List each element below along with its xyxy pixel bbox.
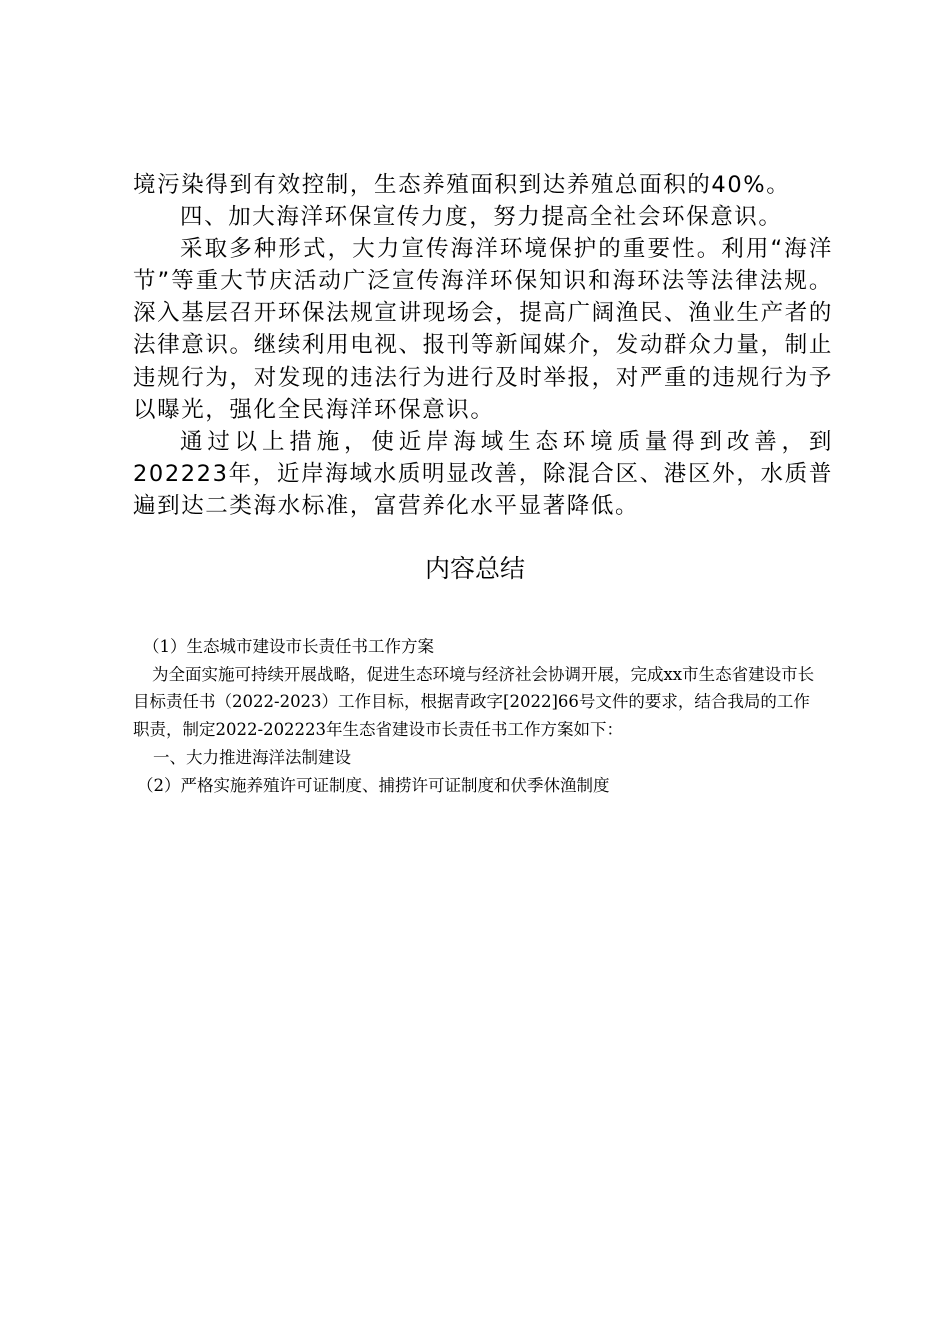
body-paragraph-1: 境污染得到有效控制，生态养殖面积到达养殖总面积的40%。 (133, 172, 791, 198)
summary-section (133, 633, 825, 799)
document-body (133, 169, 833, 522)
summary-title: 内容总结 (424, 554, 525, 583)
summary-heading-2: （2）严格实施养殖许可证制度、捕捞许可证制度和伏季休渔制度 (137, 775, 610, 795)
body-paragraph-4: 通过以上措施，使近岸海域生态环境质量得到改善，到202223年，近岸海域水质明显改善，除混合区、港区外，水质普遍到达二类海水标准，富营养化水平显著降低。 (133, 428, 833, 519)
body-paragraph-3: 采取多种形式，大力宣传海洋环境保护的重要性。利用“海洋节”等重大节庆活动广泛宣传海洋环保知识和海环法等法律法规。深入基层召开环保法规宣讲现场会，提高广阔渔民、渔业生产者的法律意识。继续利用电视、报刊等新闻媒介，发动群众力量，制止违规行为，对发现的违法行为进行及时举报，对严重的违规行为予以曝光，强化全民海洋环保意识。 (133, 236, 833, 423)
summary-heading-1: （1）生态城市建设市长责任书工作方案 (143, 637, 434, 656)
summary-item-1: 一、大力推进海洋法制建设 (153, 747, 351, 767)
summary-paragraph: 为全面实施可持续开展战略，促进生态环境与经济社会协调开展，完成xx市生态省建设市长目标责任书（2022-2023）工作目标，根据青政字[2022]66号文件的要求，结合我局的工作职责，制定2022-202223年生态省建设市长责任书工作方案如下： (133, 664, 815, 740)
body-paragraph-2-heading: 四、加大海洋环保宣传力度，努力提高全社会环保意识。 (180, 204, 783, 231)
